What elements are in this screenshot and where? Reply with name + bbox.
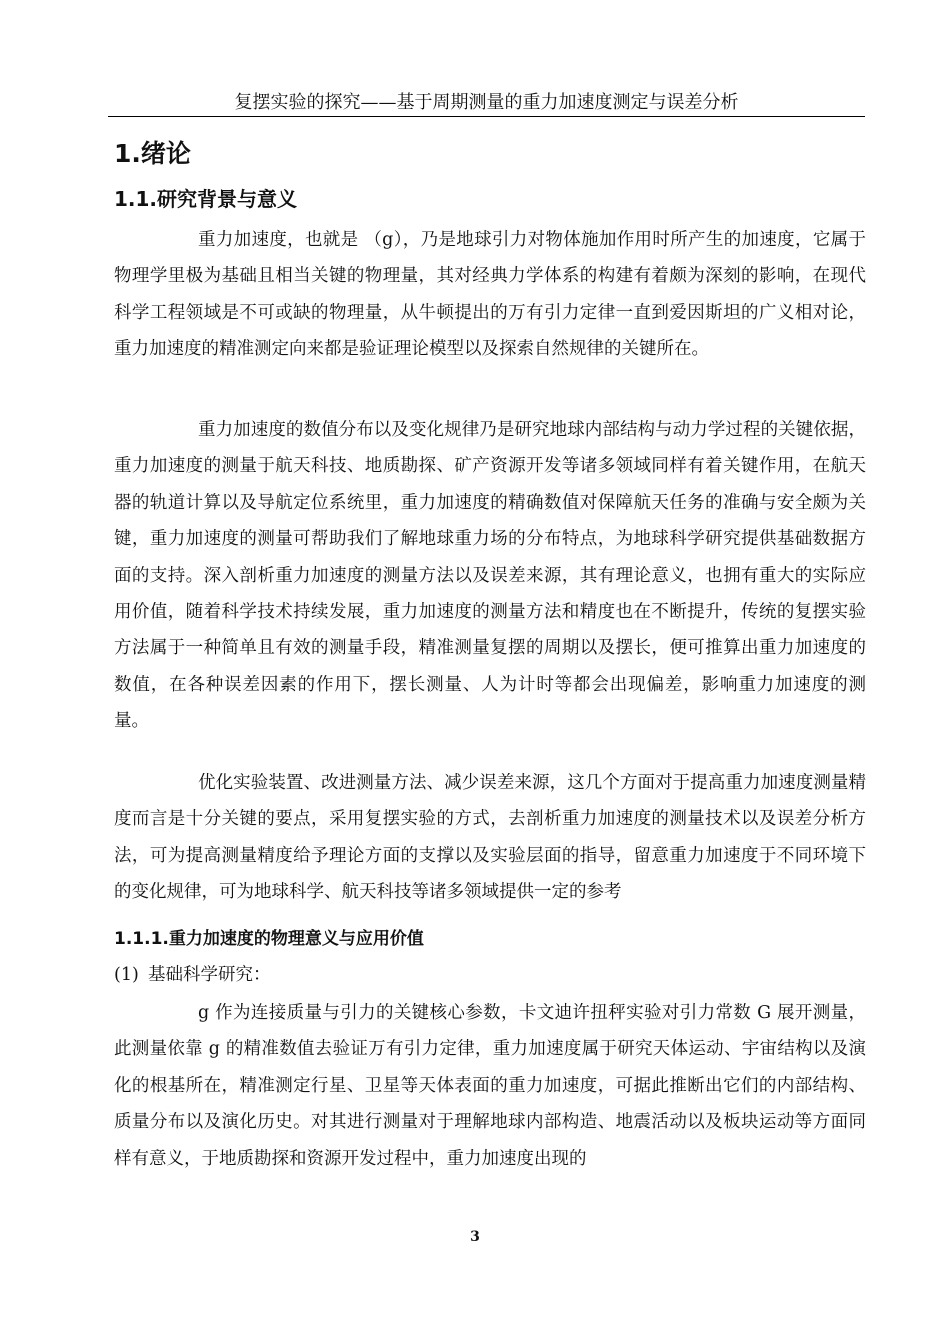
page-number: 3 (470, 1229, 480, 1245)
chapter-title: 1.绪论 (114, 139, 191, 168)
paragraph-3 (114, 765, 866, 911)
paragraph-2-text: 重力加速度的数值分布以及变化规律乃是研究地球内部结构与动力学过程的关键依据，重力加速度的测量于航天科技、地质勘探、矿产资源开发等诸多领域同样有着关键作用，在航天器的轨道计算以及导航定位系统里，重力加速度的精确数值对保障航天任务的准确与安全颇为关键，重力加速度的测量可帮助我们了解地球重力场的分布特点，为地球科学研究提供基础数据方面的支持。深入剖析重力加速度的测量方法以及误差来源，其有理论意义，也拥有重大的实际应用价值，随着科学技术持续发展，重力加速度的测量方法和精度也在不断提升，传统的复摆实验方法属于一种简单且有效的测量手段，精准测量复摆的周期以及摆长，便可推算出重力加速度的数值，在各种误差因素的作用下，摆长测量、人为计时等都会出现偏差，影响重力加速度的测量。 (114, 420, 866, 732)
list-item-number: (1) (114, 965, 139, 985)
header-rule (108, 116, 865, 117)
paragraph-4-text: g 作为连接质量与引力的关键核心参数，卡文迪许扭秤实验对引力常数 G 展开测量，此测量依靠 g 的精准数值去验证万有引力定律，重力加速度属于研究天体运动、宇宙结构以及演化的根基所在，精准测定行星、卫星等天体表面的重力加速度，可据此推断出它们的内部结构、质量分布以及演化历史。对其进行测量对于理解地球内部构造、地震活动以及板块运动等方面同样有意义，于地质勘探和资源开发过程中，重力加速度出现的 (114, 1003, 866, 1169)
subsection-title: 1.1.1.重力加速度的物理意义与应用价值 (114, 929, 424, 949)
list-item (114, 962, 271, 988)
paragraph-3-text: 优化实验装置、改进测量方法、减少误差来源，这几个方面对于提高重力加速度测量精度而言是十分关键的要点，采用复摆实验的方式，去剖析重力加速度的测量技术以及误差分析方法，可为提高测量精度给予理论方面的支撑以及实验层面的指导，留意重力加速度于不同环境下的变化规律，可为地球科学、航天科技等诸多领域提供一定的参考 (114, 773, 866, 903)
paragraph-4 (114, 995, 866, 1177)
paragraph-1-text: 重力加速度，也就是 （g），乃是地球引力对物体施加作用时所产生的加速度，它属于物理学里极为基础且相当关键的物理量，其对经典力学体系的构建有着颇为深刻的影响，在现代科学工程领域是不可或缺的物理量，从牛顿提出的万有引力定律一直到爱因斯坦的广义相对论，重力加速度的精准测定向来都是验证理论模型以及探索自然规律的关键所在。 (114, 230, 866, 360)
paragraph-1 (114, 222, 866, 368)
running-header: 复摆实验的探究——基于周期测量的重力加速度测定与误差分析 (234, 92, 739, 113)
paragraph-2 (114, 412, 866, 740)
list-item-label: 基础科学研究： (148, 965, 271, 985)
section-title: 1.1.研究背景与意义 (114, 187, 298, 211)
